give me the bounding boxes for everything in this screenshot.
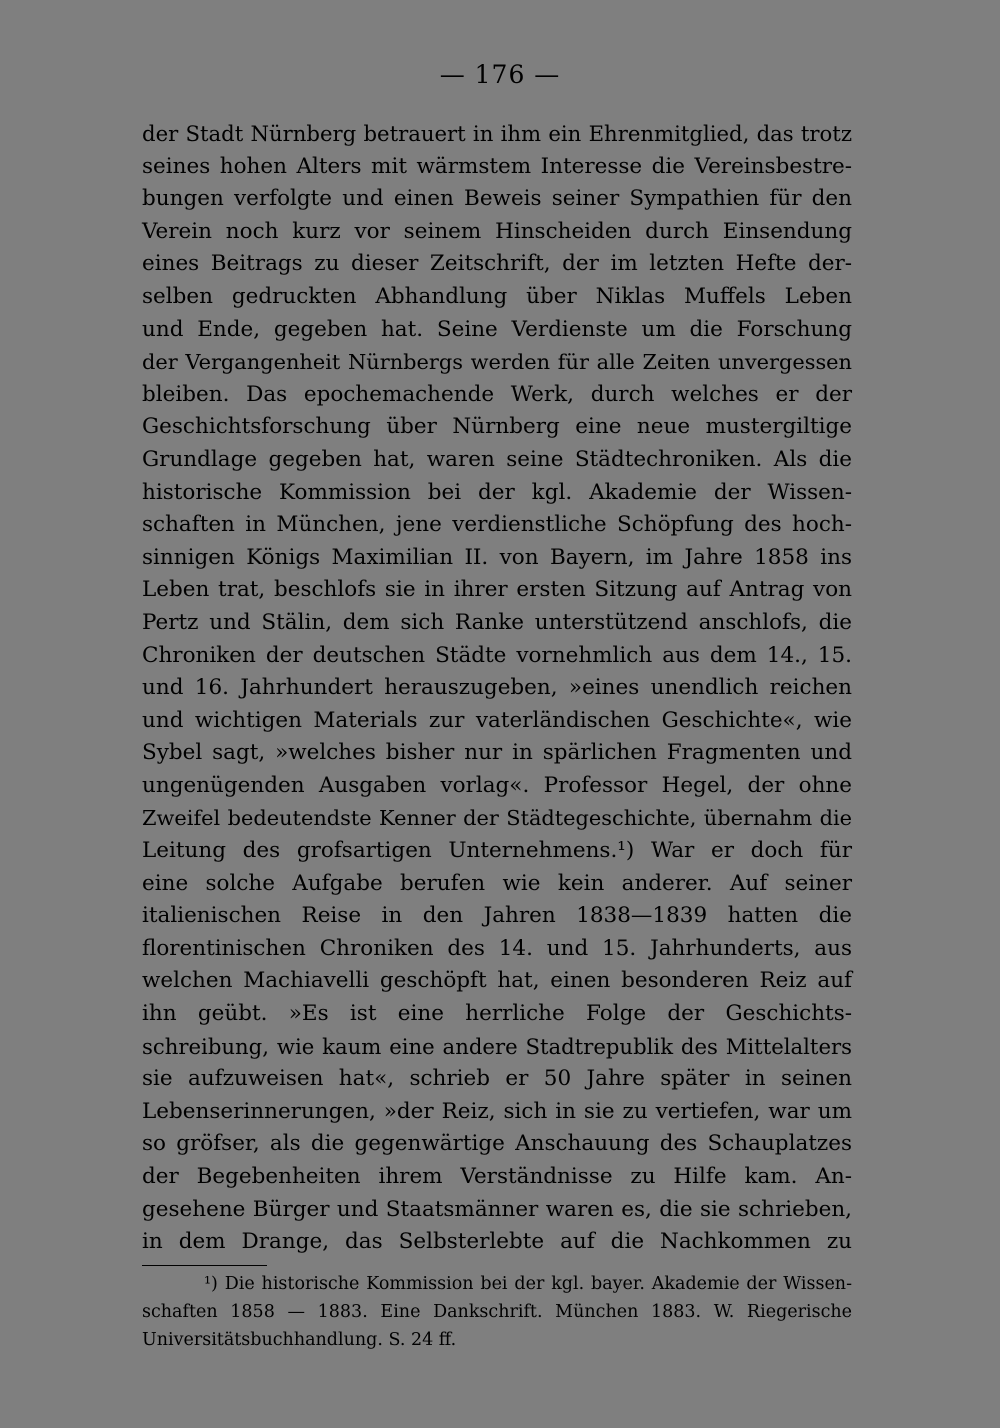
text-line: sinnigen Königs Maximilian II. von Bayern, im Jahre 1858 ins — [142, 544, 852, 570]
text-line: welchen Machiavelli geschöpft hat, einen besonderen Reiz auf — [142, 968, 852, 994]
text-line: Chroniken der deutschen Städte vornehmlich aus dem 14., 15. — [142, 642, 852, 668]
text-line: in dem Drange, das Selbsterlebte auf die Nachkommen zu — [142, 1229, 852, 1255]
text-line: der Stadt Nürnberg betrauert in ihm ein Ehrenmitglied, das trotz — [142, 121, 852, 146]
text-line: bungen verfolgte und einen Beweis seiner Sympathien für den — [142, 186, 852, 212]
text-line: Sybel sagt, »welches bisher nur in spärlichen Fragmenten und — [142, 740, 852, 766]
footnote-divider — [142, 1265, 267, 1266]
text-line: der Begebenheiten ihrem Verständnisse zu Hilfe kam. An- — [142, 1164, 852, 1189]
text-line: ungenügenden Ausgaben vorlag«. Professor Hegel, der ohne — [142, 772, 852, 798]
text-line: sie aufzuweisen hat«, schrieb er 50 Jahre später in seinen — [142, 1066, 852, 1092]
text-line: selben gedruckten Abhandlung über Niklas Muffels Leben — [142, 283, 852, 309]
footnote-line: schaften 1858 — 1883. Eine Dankschrift. München 1883. W. Riegerische — [142, 1302, 852, 1322]
body-text — [142, 118, 852, 1259]
text-line: Leben trat, beschlofs sie in ihrer ersten Sitzung auf Antrag von — [142, 577, 852, 603]
text-line: der Vergangenheit Nürnbergs werden für alle Zeiten unvergessen — [142, 350, 852, 375]
text-line: ihn geübt. »Es ist eine herrliche Folge der Geschichts- — [142, 1001, 852, 1027]
text-line: seines hohen Alters mit wärmstem Interesse die Vereinsbestre- — [142, 153, 852, 179]
text-line: Pertz und Stälin, dem sich Ranke unterstützend anschlofs, die — [142, 609, 852, 635]
text-line: italienischen Reise in den Jahren 1838—1839 hatten die — [142, 903, 852, 929]
text-line: Geschichtsforschung über Nürnberg eine neue mustergiltige — [142, 414, 852, 440]
text-line: und wichtigen Materials zur vaterländischen Geschichte«, wie — [142, 707, 852, 733]
text-line: schaften in München, jene verdienstliche Schöpfung des hoch- — [142, 512, 852, 538]
text-line: florentinischen Chroniken des 14. und 15. Jahrhunderts, aus — [142, 935, 852, 961]
text-line: Zweifel bedeutendste Kenner der Städtegeschichte, übernahm die — [142, 806, 852, 831]
text-line: Verein noch kurz vor seinem Hinscheiden durch Einsendung — [142, 218, 852, 244]
text-line: schreibung, wie kaum eine andere Stadtrepublik des Mittelalters — [142, 1033, 852, 1059]
text-line: und 16. Jahrhundert herauszugeben, »eines unendlich reichen — [142, 675, 852, 701]
text-line: eines Beitrags zu dieser Zeitschrift, der im letzten Hefte der- — [142, 251, 852, 277]
text-line: Grundlage gegeben hat, waren seine Städtechroniken. Als die — [142, 446, 852, 472]
text-line: und Ende, gegeben hat. Seine Verdienste um die Forschung — [142, 316, 852, 342]
text-line: historische Kommission bei der kgl. Akademie der Wissen- — [142, 479, 852, 505]
text-line: Lebenserinnerungen, »der Reiz, sich in sie zu vertiefen, war um — [142, 1098, 852, 1124]
page-number: — 176 — — [439, 60, 561, 89]
text-line: eine solche Aufgabe berufen wie kein anderer. Auf seiner — [142, 870, 852, 896]
footnote-line: Universitätsbuchhandlung. S. 24 ff. — [142, 1330, 457, 1350]
text-line: so gröfser, als die gegenwärtige Anschauung des Schauplatzes — [142, 1131, 852, 1157]
text-line: gesehene Bürger und Staatsmänner waren es, die sie schrieben, — [142, 1196, 852, 1222]
footnote-line: ¹) Die historische Kommission bei der kgl. bayer. Akademie der Wissen- — [204, 1274, 852, 1294]
text-line: bleiben. Das epochemachende Werk, durch welches er der — [142, 381, 852, 407]
text-line: Leitung des grofsartigen Unternehmens.¹) War er doch für — [142, 838, 852, 864]
footnote — [142, 1270, 852, 1354]
